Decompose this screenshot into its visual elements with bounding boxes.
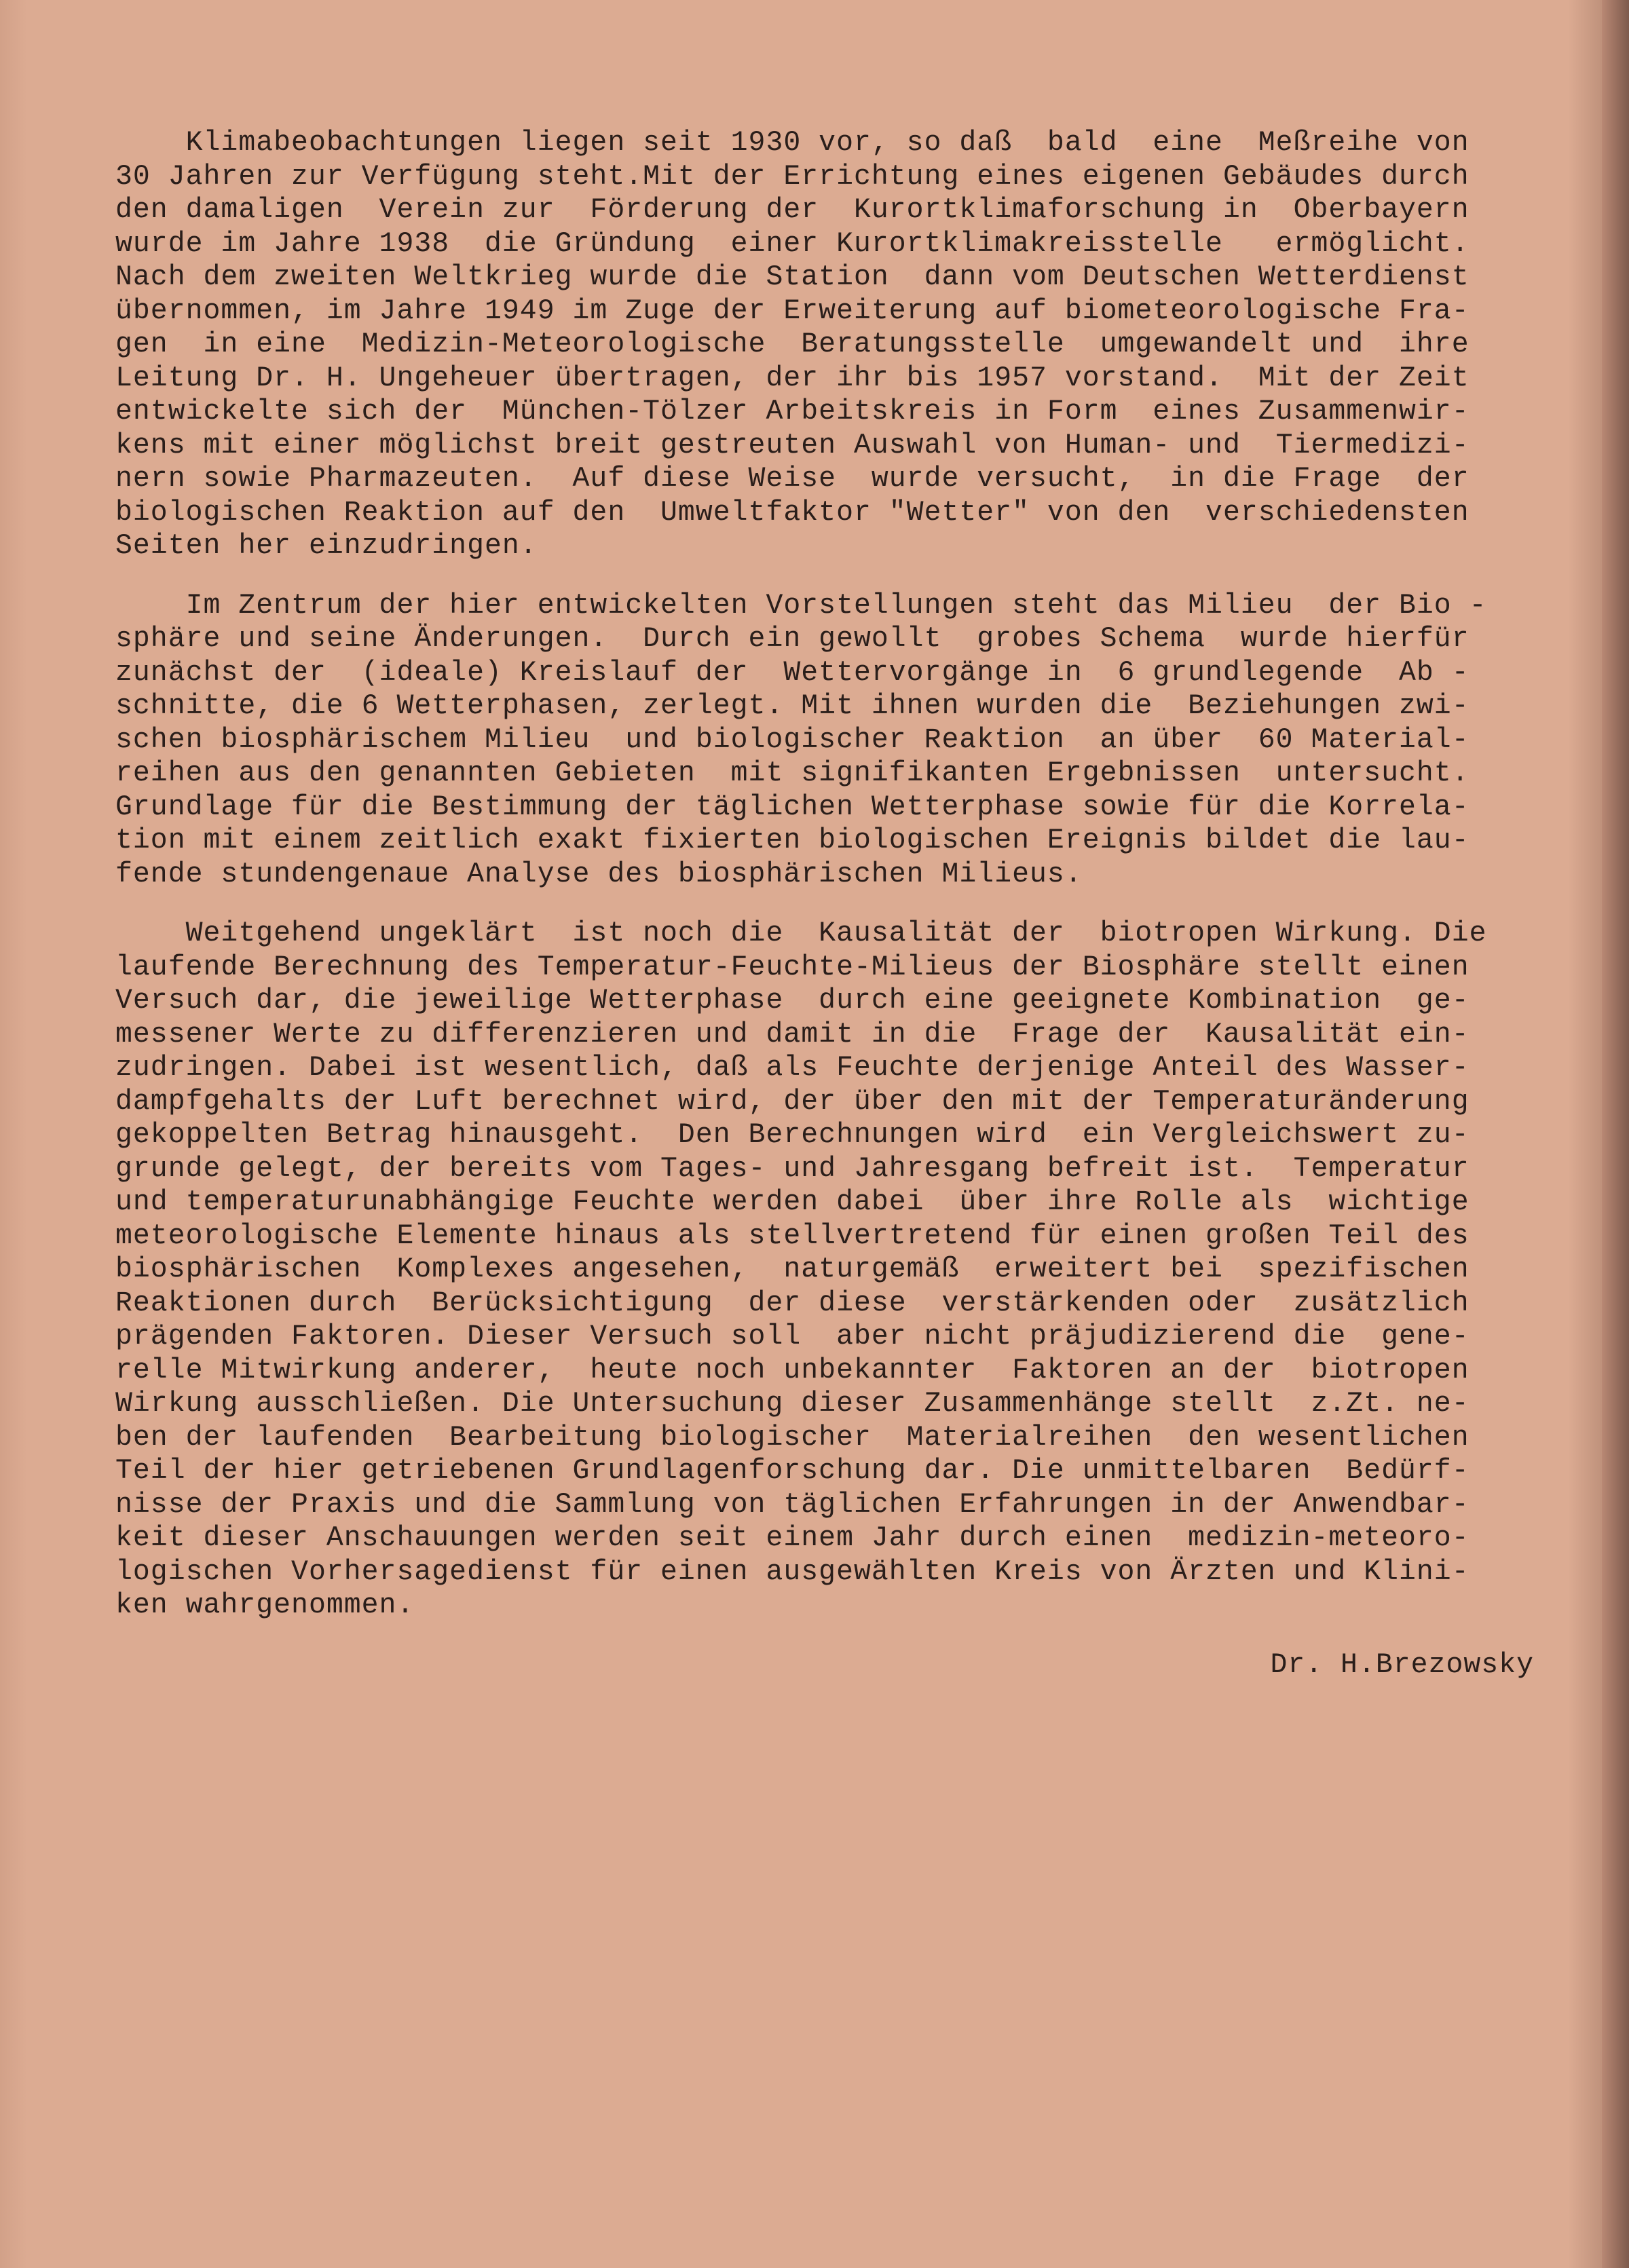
text-line: Nach dem zweiten Weltkrieg wurde die Station dann vom Deutschen Wetterdienst <box>115 261 1469 293</box>
text-line: Reaktionen durch Berücksichtigung der diese verstärkenden oder zusätzlich <box>115 1287 1469 1319</box>
text-line: nern sowie Pharmazeuten. Auf diese Weise wurde versucht, in die Frage der <box>115 463 1469 495</box>
paragraph-history <box>115 126 1548 563</box>
text-line: zudringen. Dabei ist wesentlich, daß als Feuchte derjenige Anteil des Wasser- <box>115 1052 1469 1084</box>
text-line: 30 Jahren zur Verfügung steht.Mit der Errichtung eines eigenen Gebäudes durch <box>115 160 1469 193</box>
text-line: keit dieser Anschauungen werden seit einem Jahr durch einen medizin-meteoro- <box>115 1522 1469 1554</box>
text-line: laufende Berechnung des Temperatur-Feuchte-Milieus der Biosphäre stellt einen <box>115 951 1469 983</box>
text-line: meteorologische Elemente hinaus als stellvertretend für einen großen Teil des <box>115 1220 1469 1252</box>
paragraph-concepts <box>115 589 1548 892</box>
text-line: gekoppelten Betrag hinausgeht. Den Berechnungen wird ein Vergleichswert zu- <box>115 1119 1469 1151</box>
text-line: kens mit einer möglichst breit gestreuten Auswahl von Human- und Tiermedizi- <box>115 429 1469 461</box>
text-line: tion mit einem zeitlich exakt fixierten biologischen Ereignis bildet die lau- <box>115 825 1469 856</box>
text-line: Wirkung ausschließen. Die Untersuchung dieser Zusammenhänge stellt z.Zt. ne- <box>115 1388 1469 1420</box>
text-line: Seiten her einzudringen. <box>115 530 538 562</box>
text-line: dampfgehalts der Luft berechnet wird, der über den mit der Temperaturänderung <box>115 1085 1469 1118</box>
text-line: sphäre und seine Änderungen. Durch ein gewollt grobes Schema wurde hierfür <box>115 623 1469 655</box>
text-line: wurde im Jahre 1938 die Gründung einer Kurortklimakreisstelle ermöglicht. <box>115 227 1469 260</box>
text-line: schen biosphärischem Milieu und biologischer Reaktion an über 60 Material- <box>115 723 1469 756</box>
text-line: logischen Vorhersagedienst für einen ausgewählten Kreis von Ärzten und Klini- <box>115 1555 1469 1588</box>
text-line: zunächst der (ideale) Kreislauf der Wettervorgänge in 6 grundlegende Ab - <box>115 656 1469 689</box>
text-line: messener Werte zu differenzieren und damit in die Frage der Kausalität ein- <box>115 1018 1469 1051</box>
text-line: reihen aus den genannten Gebieten mit signifikanten Ergebnissen untersucht. <box>115 757 1469 789</box>
text-line: den damaligen Verein zur Förderung der Kurortklimaforschung in Oberbayern <box>115 194 1469 226</box>
document-body <box>115 126 1548 1682</box>
text-line: nisse der Praxis und die Sammlung von täglichen Erfahrungen in der Anwendbar- <box>115 1488 1469 1521</box>
text-line: Grundlage für die Bestimmung der täglichen Wetterphase sowie für die Korrela- <box>115 791 1469 823</box>
page-edge-shadow <box>1602 0 1629 2268</box>
text-line: biologischen Reaktion auf den Umweltfaktor "Wetter" von den verschiedensten <box>115 496 1469 529</box>
text-line: Teil der hier getriebenen Grundlagenforschung dar. Die unmittelbaren Bedürf- <box>115 1455 1469 1487</box>
text-line: Klimabeobachtungen liegen seit 1930 vor, so daß bald eine Meßreihe von <box>115 127 1469 159</box>
text-line: entwickelte sich der München-Tölzer Arbeitskreis in Form eines Zusammenwir- <box>115 396 1469 428</box>
text-line: gen in eine Medizin-Meteorologische Beratungsstelle umgewandelt und ihre <box>115 328 1469 360</box>
text-line: grunde gelegt, der bereits vom Tages- und Jahresgang befreit ist. Temperatur <box>115 1152 1469 1185</box>
text-line: Leitung Dr. H. Ungeheuer übertragen, der ihr bis 1957 vorstand. Mit der Zeit <box>115 362 1469 394</box>
author-signature: Dr. H.Brezowsky <box>1270 1648 1534 1681</box>
text-line: Weitgehend ungeklärt ist noch die Kausalität der biotropen Wirkung. Die <box>115 918 1487 949</box>
paragraph-causality <box>115 917 1548 1623</box>
text-line: relle Mitwirkung anderer, heute noch unbekannter Faktoren an der biotropen <box>115 1354 1469 1386</box>
text-line: ken wahrgenommen. <box>115 1589 415 1621</box>
text-line: übernommen, im Jahre 1949 im Zuge der Erweiterung auf biometeorologische Fra- <box>115 295 1469 327</box>
text-line: biosphärischen Komplexes angesehen, naturgemäß erweitert bei spezifischen <box>115 1253 1469 1285</box>
text-line: fende stundengenaue Analyse des biosphärischen Milieus. <box>115 858 1083 890</box>
text-line: ben der laufenden Bearbeitung biologischer Materialreihen den wesentlichen <box>115 1421 1469 1454</box>
text-line: prägenden Faktoren. Dieser Versuch soll aber nicht präjudizierend die gene- <box>115 1321 1469 1353</box>
text-line: schnitte, die 6 Wetterphasen, zerlegt. Mit ihnen wurden die Beziehungen zwi- <box>115 690 1469 722</box>
text-line: und temperaturunabhängige Feuchte werden dabei über ihre Rolle als wichtige <box>115 1186 1469 1218</box>
text-line: Versuch dar, die jeweilige Wetterphase durch eine geeignete Kombination ge- <box>115 985 1469 1017</box>
text-line: Im Zentrum der hier entwickelten Vorstellungen steht das Milieu der Bio - <box>115 589 1487 622</box>
